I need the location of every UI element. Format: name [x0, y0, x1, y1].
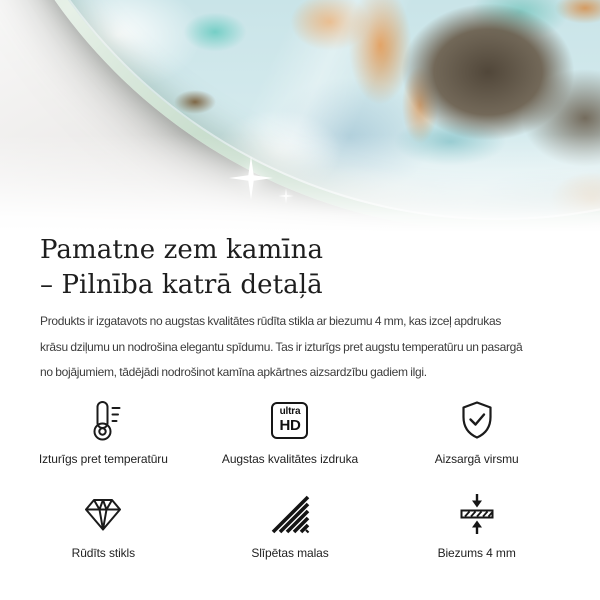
description-line: no bojājumiem, tādējādi nodrošinot kamīna apkārtnes aizsardzību gadiem ilgi.: [40, 365, 427, 379]
shield-check-icon: [455, 398, 499, 442]
feature-label: Slīpētas malas: [251, 546, 329, 560]
hero-image: [0, 0, 600, 232]
feature-tempered-glass: [10, 492, 197, 560]
sparkle-icon: [228, 155, 274, 201]
feature-surface-protection: [383, 398, 570, 466]
product-description: [40, 309, 522, 386]
feature-label: Biezums 4 mm: [437, 546, 516, 560]
page-title: [40, 233, 323, 303]
feature-label: Aizsargā virsmu: [434, 452, 519, 466]
feature-label: Izturīgs pret temperatūru: [38, 452, 168, 466]
glass-surface: [0, 0, 600, 220]
feature-print-quality: [197, 398, 384, 466]
beveled-edges-icon: [268, 492, 312, 536]
feature-polished-edges: [197, 492, 384, 560]
thermometer-icon: [81, 398, 125, 442]
description-line: krāsu dziļumu un nodrošina elegantu spīdumu. Tas ir izturīgs pret augstu temperatūru un pasargā: [40, 339, 523, 354]
feature-label: Augstas kvalitātes izdruka: [221, 452, 359, 466]
page-title-line1: Pamatne zem kamīna: [40, 235, 324, 265]
diamond-icon: [81, 492, 125, 536]
sparkle-small-icon: [278, 188, 294, 204]
page-title-line2: – Pilnība katrā detaļā: [40, 270, 323, 300]
ultra-hd-text-bottom: HD: [279, 417, 301, 434]
feature-thickness: [383, 492, 570, 560]
ultra-hd-text-top: ultra: [279, 406, 301, 417]
feature-label: Rūdīts stikls: [71, 546, 136, 560]
ultra-hd-icon: [271, 398, 308, 442]
thickness-4mm-icon: [455, 492, 499, 536]
feature-grid: [10, 398, 570, 560]
feature-heat-resistant: [10, 398, 197, 466]
description-line: Produkts ir izgatavots no augstas kvalitātes rūdīta stikla ar biezumu 4 mm, kas izceļ apdrukas: [40, 314, 502, 328]
